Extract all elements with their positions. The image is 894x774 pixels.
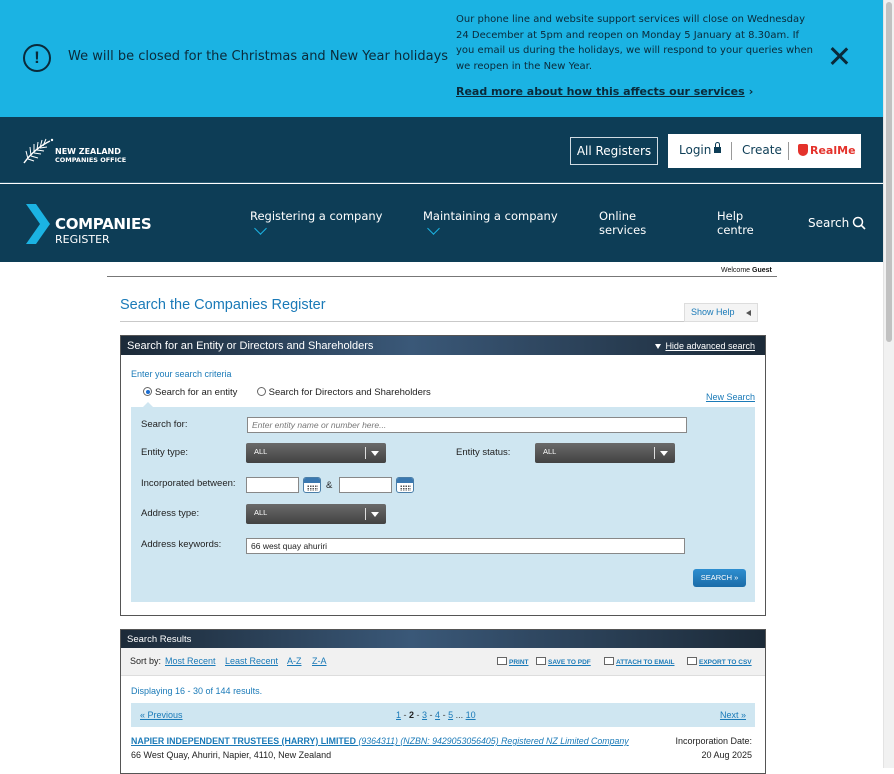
entity-status-value[interactable]: ALL <box>543 447 557 456</box>
address-type-value[interactable]: ALL <box>254 508 268 517</box>
address-type-select[interactable] <box>246 504 386 524</box>
banner-title: We will be closed for the Christmas and New Year holidays <box>68 49 449 64</box>
caret-left-icon <box>746 310 751 316</box>
incorporation-date-value: 20 Aug 2025 <box>701 750 752 760</box>
address-type-label: Address type: <box>141 508 200 519</box>
login-label[interactable]: Login <box>679 143 712 157</box>
top-header <box>0 117 883 183</box>
address-keywords-label: Address keywords: <box>141 539 222 550</box>
result-entity-name[interactable]: NAPIER INDEPENDENT TRUSTEES (HARRY) LIMITED <box>131 736 356 746</box>
export-csv-label[interactable]: EXPORT TO CSV <box>699 659 752 666</box>
results-title: Search Results <box>127 634 192 645</box>
entity-type-select[interactable] <box>246 443 386 463</box>
export-csv-link[interactable] <box>687 657 752 666</box>
search-panel-title: Search for an Entity or Directors and Shareholders <box>127 340 374 352</box>
results-count: Displaying 16 - 30 of 144 results. <box>131 686 263 696</box>
search-mode-radios <box>143 387 431 398</box>
criteria-label: Enter your search criteria <box>131 369 232 379</box>
calendar-icon[interactable] <box>396 477 414 493</box>
result-entity-address: 66 West Quay, Ahuriri, Napier, 4110, New Zealand <box>131 750 332 760</box>
nav-search[interactable]: Search <box>808 216 850 230</box>
chevron-right-icon: › <box>748 85 754 98</box>
page-link[interactable]: 5 <box>448 710 454 720</box>
realme-button[interactable] <box>798 144 856 157</box>
incorporated-from-input[interactable] <box>246 477 299 493</box>
holiday-banner <box>0 0 883 117</box>
search-panel <box>120 335 766 616</box>
logo-companies: COMPANIES <box>55 215 152 233</box>
show-help-button[interactable] <box>684 303 758 322</box>
search-results-panel <box>120 629 766 774</box>
banner-read-more-link[interactable] <box>456 85 753 98</box>
search-panel-header <box>121 336 765 355</box>
entity-status-select[interactable] <box>535 443 675 463</box>
entity-type-value[interactable]: ALL <box>254 447 268 456</box>
current-page: 2 <box>409 710 415 720</box>
divider <box>731 142 732 160</box>
search-button-label[interactable]: SEARCH <box>700 573 732 582</box>
divider <box>120 321 758 322</box>
alert-icon: ! <box>23 44 51 72</box>
scrollbar[interactable] <box>883 0 894 768</box>
divider <box>788 142 789 160</box>
page-title: Search the Companies Register <box>120 297 326 313</box>
welcome-prefix: Welcome <box>721 267 751 274</box>
radio-directors-label[interactable]: Search for Directors and Shareholders <box>268 387 431 398</box>
incorporated-to-input[interactable] <box>339 477 392 493</box>
save-pdf-label[interactable]: SAVE TO PDF <box>548 659 591 666</box>
sort-a-z[interactable]: A-Z <box>287 656 302 666</box>
radio-entity-label[interactable]: Search for an entity <box>155 387 238 398</box>
csv-icon <box>687 657 697 665</box>
chevron-down-icon[interactable] <box>254 222 267 235</box>
scrollbar-thumb[interactable] <box>886 2 892 342</box>
create-button[interactable]: Create <box>742 143 782 157</box>
previous-page-link[interactable]: « Previous <box>140 710 183 720</box>
search-for-label: Search for: <box>141 419 188 430</box>
date-separator: & <box>326 480 333 491</box>
address-keywords-input[interactable] <box>246 538 685 554</box>
welcome-user: Guest <box>752 267 772 274</box>
welcome-text <box>721 267 772 274</box>
page-link[interactable]: 4 <box>435 710 441 720</box>
banner-message: Our phone line and website support services will close on Wednesday 24 December at 5pm and reopen on Monday 5 January at 8.30am. If you email us during the holidays, we will respond to your queries when we reopen in the New Year. <box>456 14 813 72</box>
incorporated-label: Incorporated between: <box>141 478 236 489</box>
radio-search-entity[interactable] <box>143 387 152 396</box>
lock-icon <box>714 147 721 153</box>
fern-icon <box>22 137 54 165</box>
page-link[interactable]: 10 <box>465 710 476 720</box>
sort-bar <box>121 648 765 676</box>
attach-email-label[interactable]: ATTACH TO EMAIL <box>616 659 675 666</box>
pdf-icon <box>536 657 546 665</box>
caret-down-icon <box>655 344 661 349</box>
print-label[interactable]: PRINT <box>509 659 529 666</box>
close-icon[interactable] <box>829 46 849 66</box>
chevron-down-icon <box>371 451 379 456</box>
show-help-label[interactable]: Show Help <box>691 307 735 317</box>
print-link[interactable] <box>497 657 529 666</box>
printer-icon <box>497 657 507 665</box>
page-link[interactable]: 3 <box>422 710 428 720</box>
search-for-input[interactable] <box>247 417 687 433</box>
pagination <box>131 703 755 727</box>
hide-advanced-search-link[interactable] <box>655 341 755 351</box>
nav-help-centre[interactable]: Help centre <box>717 209 754 237</box>
incorporation-date-label: Incorporation Date: <box>675 736 752 746</box>
chevron-down-icon[interactable] <box>427 222 440 235</box>
new-search-link[interactable]: New Search <box>705 392 755 402</box>
paperclip-icon <box>604 657 614 665</box>
advanced-toggle-label[interactable]: Hide advanced search <box>665 341 755 351</box>
radio-search-directors[interactable] <box>257 387 266 396</box>
login-button[interactable] <box>679 143 721 157</box>
chevron-down-icon <box>660 451 668 456</box>
sort-least-recent[interactable]: Least Recent <box>225 656 279 666</box>
sort-most-recent[interactable]: Most Recent <box>165 656 216 666</box>
search-form <box>131 407 755 602</box>
sort-z-a[interactable]: Z-A <box>312 656 327 666</box>
nav-online-services[interactable]: Online services <box>599 209 647 237</box>
next-page-link[interactable]: Next » <box>719 710 746 720</box>
logo-register: REGISTER <box>55 233 110 246</box>
all-registers-button[interactable]: All Registers <box>570 137 658 165</box>
entity-type-label: Entity type: <box>141 447 188 458</box>
realme-icon <box>798 144 808 156</box>
divider <box>107 276 777 277</box>
save-pdf-link[interactable] <box>536 657 591 666</box>
chevron-logo-icon <box>24 204 52 244</box>
banner-link-text[interactable]: Read more about how this affects our services <box>456 85 745 98</box>
calendar-icon[interactable] <box>303 477 321 493</box>
search-button[interactable]: SEARCH » <box>693 569 746 587</box>
nav-maintaining[interactable]: Maintaining a company <box>423 209 558 223</box>
realme-label[interactable]: RealMe <box>810 144 856 157</box>
logo-line1: NEW ZEALAND <box>55 147 121 156</box>
result-entity-link[interactable] <box>131 736 629 746</box>
login-box <box>668 134 861 168</box>
page-numbers: 1 - 2 - 3 - 4 - 5 ... 10 <box>396 710 476 720</box>
nav-registering[interactable]: Registering a company <box>250 209 383 223</box>
entity-status-label: Entity status: <box>456 447 511 458</box>
page-link[interactable]: 1 <box>396 710 402 720</box>
result-entity-meta[interactable]: (9364311) (NZBN: 9429053056405) Registered NZ Limited Company <box>358 736 629 746</box>
attach-email-link[interactable] <box>604 657 675 666</box>
chevron-down-icon <box>371 512 379 517</box>
logo-line2: COMPANIES OFFICE <box>55 156 127 164</box>
main-nav <box>0 184 883 262</box>
sort-label: Sort by: <box>130 656 162 666</box>
results-header <box>121 630 765 648</box>
search-icon[interactable] <box>852 216 866 230</box>
